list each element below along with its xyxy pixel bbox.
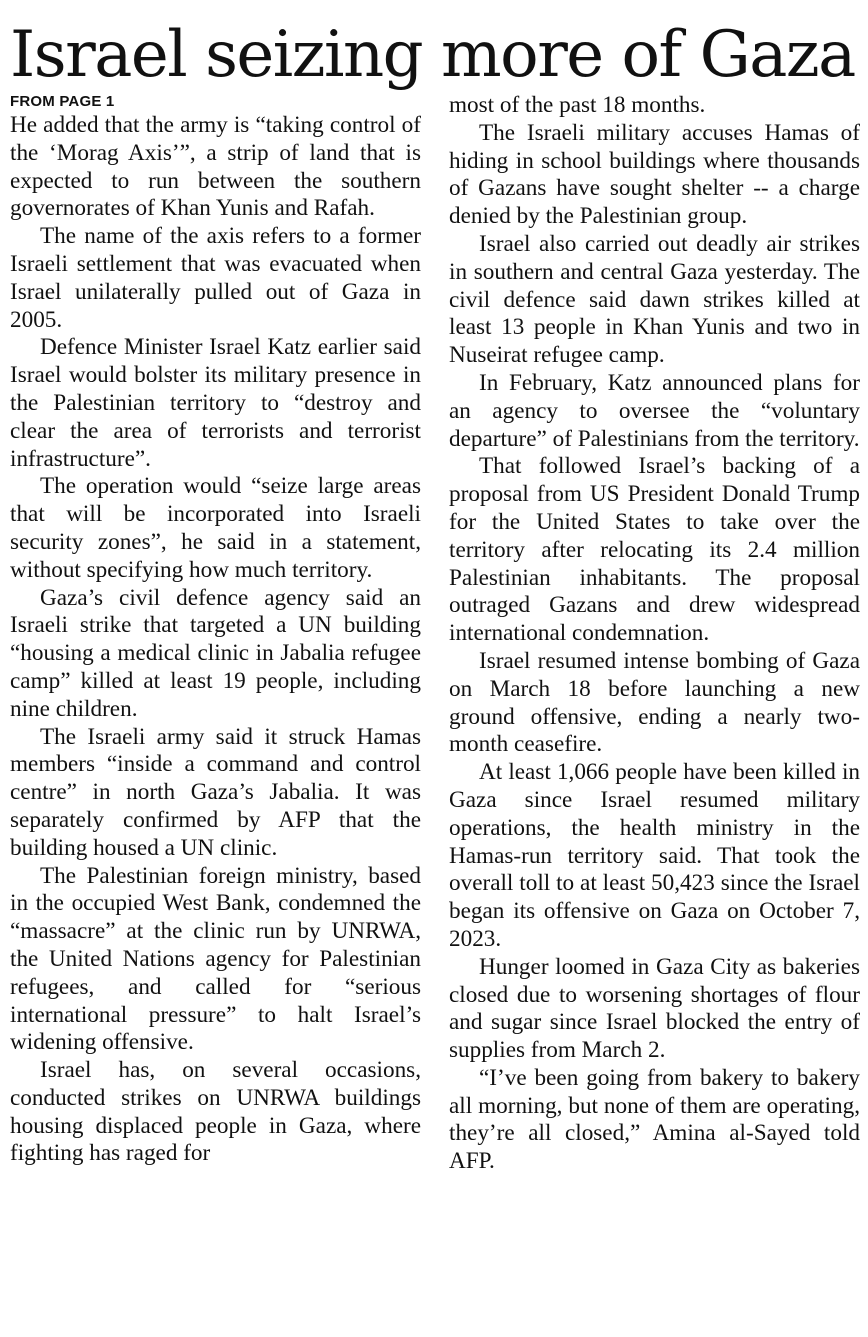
paragraph: Israel has, on several occasions, conducted strikes on UNRWA buildings housing displaced people in Gaza, where fighting has raged for <box>10 1057 421 1167</box>
paragraph: That followed Israel’s backing of a proposal from US President Donald Trump for the United States to take over the territory after relocating its 2.4 million Palestinian inhabitants. The proposal outraged Gazans and drew widespread international condemnation. <box>449 453 860 647</box>
paragraph: “I’ve been going from bakery to bakery all morning, but none of them are operating, they’re all closed,” Amina al-Sayed told AFP. <box>449 1064 860 1175</box>
paragraph: Gaza’s civil defence agency said an Israeli strike that targeted a UN building “housing a medical clinic in Jabalia refugee camp” killed at least 19 people, including nine children. <box>10 584 421 722</box>
article-body <box>10 92 860 1176</box>
paragraph: At least 1,066 people have been killed in Gaza since Israel resumed military operations, the health ministry in the Hamas-run territory said. That took the overall toll to at least 50,423 since the Israel began its offensive on Gaza on October 7, 2023. <box>449 759 860 952</box>
paragraph-continued: most of the past 18 months. <box>449 92 706 118</box>
paragraph: Israel resumed intense bombing of Gaza on March 18 before launching a new ground offensive, ending a nearly two-month ceasefire. <box>449 647 860 758</box>
headline: Israel seizing more of Gaza <box>10 18 855 92</box>
paragraph: Hunger loomed in Gaza City as bakeries closed due to worsening shortages of flour and sugar since Israel blocked the entry of supplies from March 2. <box>449 953 860 1064</box>
paragraph: The Palestinian foreign ministry, based in the occupied West Bank, condemned the “massacre” at the clinic run by UNRWA, the United Nations agency for Palestinian refugees, and called for “serious international pressure” to halt Israel’s widening offensive. <box>10 862 421 1056</box>
column-right <box>449 92 860 1176</box>
continuation-kicker: FROM PAGE 1 <box>10 93 115 110</box>
paragraph: The Israeli military accuses Hamas of hiding in school buildings where thousands of Gazans have sought shelter -- a charge denied by the Palestinian group. <box>449 119 860 230</box>
paragraph: Israel also carried out deadly air strikes in southern and central Gaza yesterday. The civil defence said dawn strikes killed at least 13 people in Khan Yunis and two in Nuseirat refugee camp. <box>449 230 860 369</box>
paragraph: He added that the army is “taking control of the ‘Morag Axis’”, a strip of land that is expected to run between the southern governorates of Khan Yunis and Rafah. <box>10 112 421 222</box>
paragraph: The name of the axis refers to a former Israeli settlement that was evacuated when Israel unilaterally pulled out of Gaza in 2005. <box>10 223 421 333</box>
paragraph: The Israeli army said it struck Hamas members “inside a command and control centre” in north Gaza’s Jabalia. It was separately confirmed by AFP that the building housed a UN clinic. <box>10 723 421 861</box>
column-left <box>10 92 421 1176</box>
paragraph: Defence Minister Israel Katz earlier said Israel would bolster its military presence in the Palestinian territory to “destroy and clear the area of terrorists and terrorist infrastructure”. <box>10 334 421 472</box>
paragraph: In February, Katz announced plans for an agency to oversee the “voluntary departure” of Palestinians from the territory. <box>449 369 860 452</box>
paragraph: The operation would “seize large areas that will be incorporated into Israeli security zones”, he said in a statement, without specifying how much territory. <box>10 473 421 583</box>
